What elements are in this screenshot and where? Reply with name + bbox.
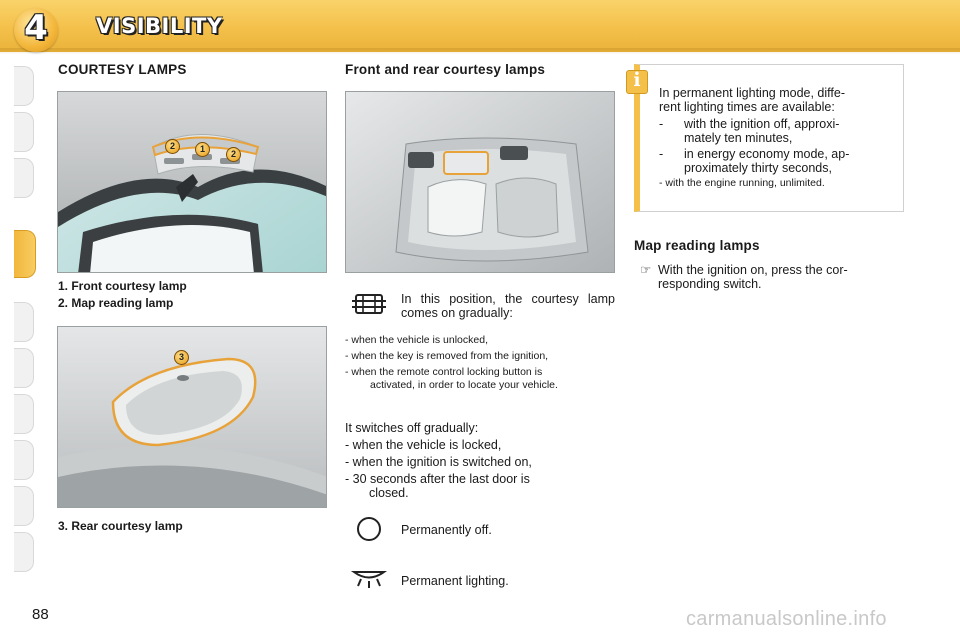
chapter-title: VISIBILITY [96,14,223,38]
map-reading-instruction-cont: responding switch. [658,277,762,291]
courtesy-lamp-unit-illustration [346,92,615,273]
caption-rear-courtesy-lamp: 3. Rear courtesy lamp [58,519,183,533]
header-shadow [0,48,960,54]
info-item-ignition-off-cont: mately ten minutes, [684,131,793,145]
off-condition-door-closed: - 30 seconds after the last door is [345,472,530,486]
info-intro-line-1: In permanent lighting mode, diffe- [659,86,845,100]
chapter-tab[interactable] [14,532,34,572]
on-condition-key-removed: - when the key is removed from the ignition, [345,350,549,362]
info-item-economy-cont: proximately thirty seconds, [684,161,832,175]
map-reading-lamps-title: Map reading lamps [634,238,760,253]
off-condition-locked: - when the vehicle is locked, [345,438,502,452]
off-condition-door-closed-cont: closed. [369,486,409,500]
chapter-tab[interactable] [14,158,34,198]
on-condition-unlocked: - when the vehicle is unlocked, [345,334,488,346]
callout-badge: 2 [226,147,241,162]
rear-lamp-illustration [58,327,327,508]
chapter-number: 4 [24,8,48,48]
chapter-tab[interactable] [14,440,34,480]
watermark: carmanualsonline.info [686,608,887,630]
caption-front-courtesy-lamp: 1. Front courtesy lamp [58,279,187,293]
info-item-ignition-off: with the ignition off, approxi- [684,117,840,131]
chapter-tabs [0,66,34,574]
callout-badge: 3 [174,350,189,365]
door-position-icon [350,292,388,316]
info-intro-line-2: rent lighting times are available: [659,100,835,114]
info-item-dash: - [659,147,664,161]
page-number: 88 [32,606,49,623]
chapter-tab[interactable] [14,302,34,342]
pointer-bullet-icon: ☞ [640,263,652,277]
front-rear-courtesy-title: Front and rear courtesy lamps [345,62,546,77]
door-position-text: In this position, the courtesy lamp comes on gradually: [401,292,615,320]
chapter-tab[interactable] [14,394,34,434]
info-item-engine-running: - with the engine running, unlimited. [659,177,825,189]
map-reading-instruction: With the ignition on, press the cor- [658,263,848,277]
callout-badge: 1 [195,142,210,157]
chapter-tab[interactable] [14,348,34,388]
rear-lamp-photo [57,326,327,508]
callout-badge: 2 [165,139,180,154]
off-intro: It switches off gradually: [345,421,479,435]
chapter-tab-active[interactable] [14,230,36,278]
caption-map-reading-lamp: 2. Map reading lamp [58,296,174,310]
info-item-dash: - [659,117,664,131]
chapter-tab[interactable] [14,112,34,152]
permanent-lighting-icon [350,566,388,592]
courtesy-lamps-title: COURTESY LAMPS [58,62,187,77]
permanently-off-text: Permanently off. [401,523,492,537]
chapter-tab[interactable] [14,486,34,526]
off-condition-ignition: - when the ignition is switched on, [345,455,532,469]
front-lamps-photo [57,91,327,273]
info-item-economy: in energy economy mode, ap- [684,147,850,161]
off-position-icon [355,515,383,543]
chapter-tab[interactable] [14,66,34,106]
front-lamps-illustration [58,92,327,273]
info-icon-glyph: i [633,69,641,91]
on-condition-remote-cont: activated, in order to locate your vehicle. [370,379,558,391]
on-condition-remote: - when the remote control locking button is [345,366,543,378]
permanent-lighting-text: Permanent lighting. [401,574,509,588]
courtesy-lamp-unit-photo [345,91,615,273]
